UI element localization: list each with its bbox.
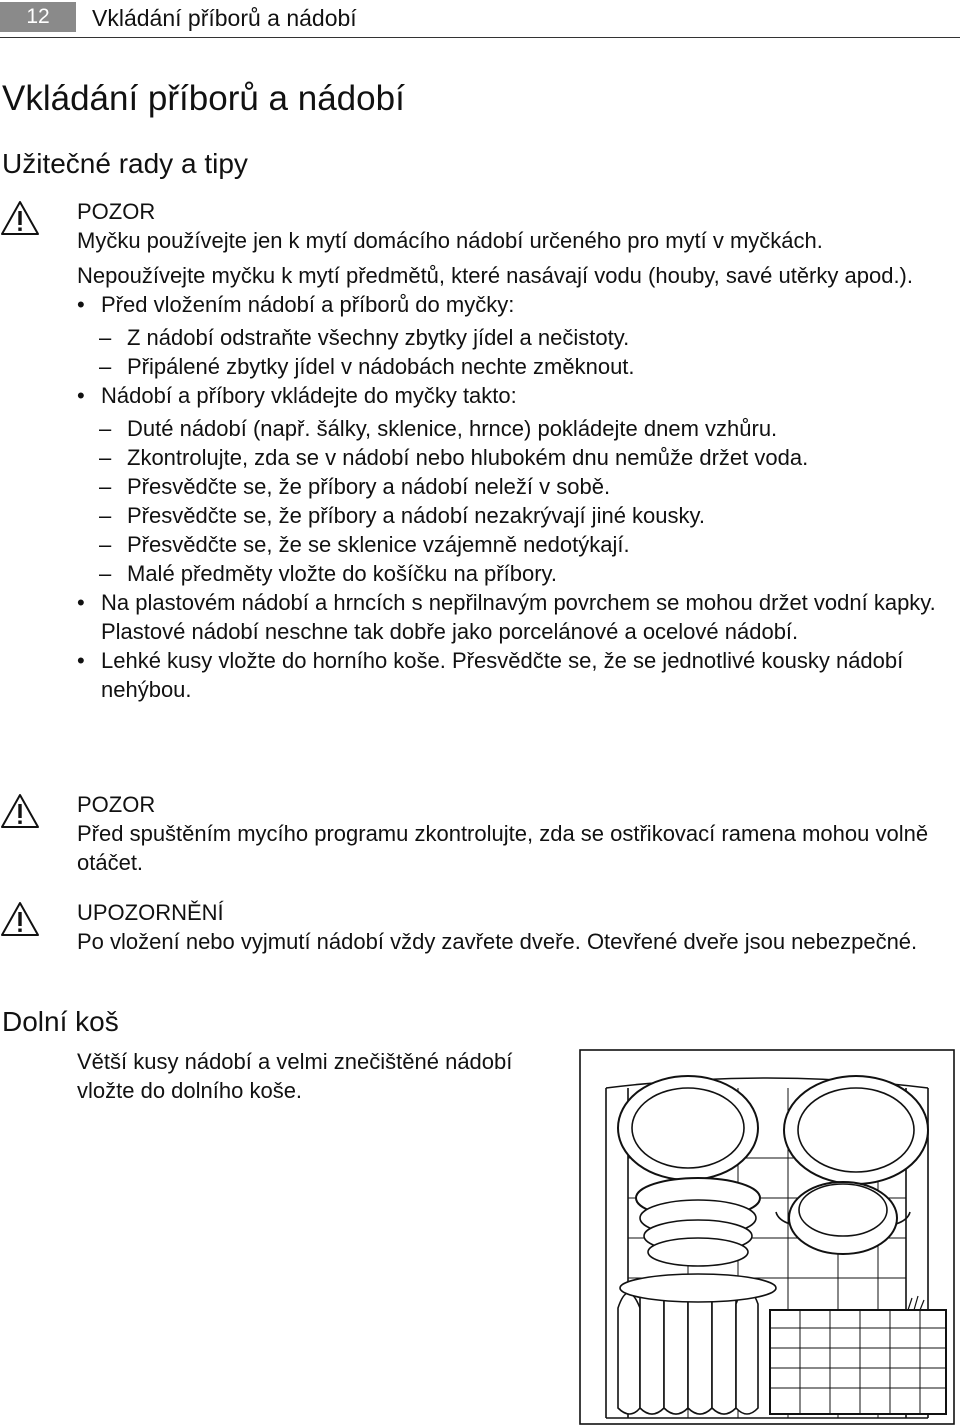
page-header [0, 0, 960, 38]
sub-list-item: – Přesvědčte se, že příbory a nádobí nezakrývají jiné kousky. [77, 501, 957, 530]
page-title: Vkládání příborů a nádobí [2, 79, 405, 118]
sub-list-item: – Připálené zbytky jídel v nádobách nechte změknout. [77, 352, 957, 381]
bullet-list [77, 290, 957, 704]
warning-label: POZOR [77, 199, 156, 224]
sub-list-item: – Zkontrolujte, zda se v nádobí nebo hlubokém dnu nemůže držet voda. [77, 443, 957, 472]
warning-text: Před spuštěním mycího programu zkontrolujte, zda se ostřikovací ramena mohou volně otáčet. [77, 821, 929, 875]
sub-list-item: – Duté nádobí (např. šálky, sklenice, hrnce) pokládejte dnem vzhůru. [77, 414, 957, 443]
warning-text: Myčku používejte jen k mytí domácího nádobí určeného pro mytí v myčkách. [77, 228, 823, 253]
warning-label: UPOZORNĚNÍ [77, 900, 224, 925]
warning-icon [0, 200, 40, 236]
warning-block-3 [77, 898, 957, 956]
header-title: Vkládání příborů a nádobí [92, 5, 357, 31]
warning-icon [0, 901, 40, 937]
sub-list-item: – Z nádobí odstraňte všechny zbytky jídel a nečistoty. [77, 323, 957, 352]
list-item-text: Nádobí a příbory vkládejte do myčky takto: [101, 383, 517, 408]
section-heading-lower-basket: Dolní koš [2, 1006, 119, 1037]
warning-block-2 [77, 790, 957, 877]
lower-basket-illustration [578, 1048, 956, 1426]
warning-icon [0, 793, 40, 829]
list-item [77, 381, 957, 588]
warning-label: POZOR [77, 792, 156, 817]
sub-list-item: – Přesvědčte se, že příbory a nádobí neleží v sobě. [77, 472, 957, 501]
section-heading-tips: Užitečné rady a tipy [2, 148, 248, 179]
sub-list-item: – Malé předměty vložte do košíčku na příbory. [77, 559, 957, 588]
list-item-text: Před vložením nádobí a příborů do myčky: [101, 292, 515, 317]
warning-block-1 [77, 197, 957, 704]
warning-text: Nepoužívejte myčku k mytí předmětů, které nasávají vodu (houby, savé utěrky apod.). [77, 263, 913, 288]
list-item [77, 290, 957, 381]
list-item: • Lehké kusy vložte do horního koše. Přesvědčte se, že se jednotlivé kousky nádobí nehýbou. [77, 646, 957, 704]
sub-list-item: – Přesvědčte se, že se sklenice vzájemně nedotýkají. [77, 530, 957, 559]
warning-text: Po vložení nebo vyjmutí nádobí vždy zavřete dveře. Otevřené dveře jsou nebezpečné. [77, 929, 918, 954]
lower-basket-text: Větší kusy nádobí a velmi znečištěné nádobí vložte do dolního koše. [77, 1049, 513, 1103]
list-item: • Na plastovém nádobí a hrncích s nepřilnavým povrchem se mohou držet vodní kapky. Plastové nádobí neschne tak dobře jako porcelánové a ocelové nádobí. [77, 588, 957, 646]
page-number: 12 [0, 2, 76, 32]
header-rule [0, 37, 960, 38]
